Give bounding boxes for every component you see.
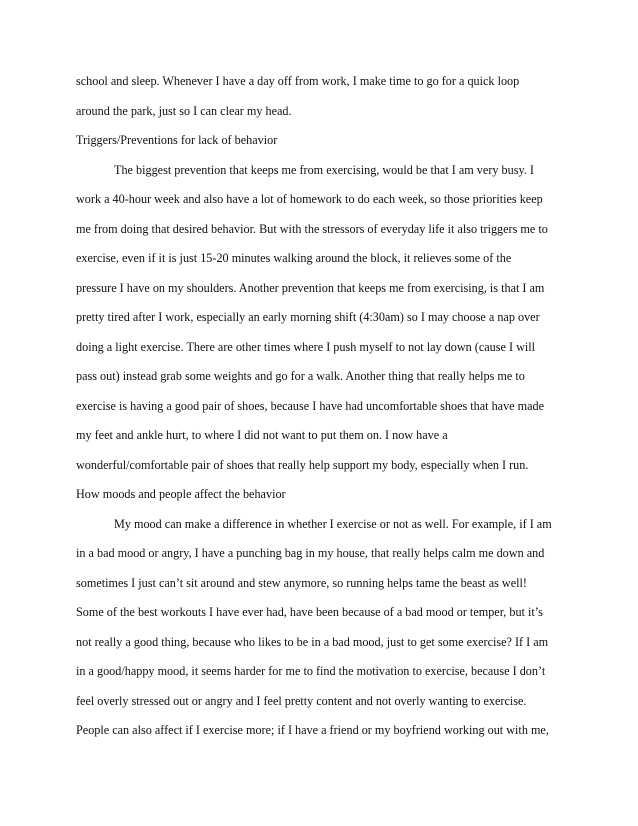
paragraph-first-line: The biggest prevention that keeps me from exercising, would be that I am very busy. I (114, 163, 534, 177)
paragraph-first-line: My mood can make a difference in whether I exercise or not as well. For example, if I am (114, 517, 552, 531)
body-line: People can also affect if I exercise more; if I have a friend or my boyfriend working out with me, (76, 723, 549, 737)
body-line: pass out) instead grab some weights and go for a walk. Another thing that really helps me to (76, 369, 525, 383)
body-line: doing a light exercise. There are other times where I push myself to not lay down (cause I will (76, 340, 536, 354)
body-line: wonderful/comfortable pair of shoes that really help support my body, especially when I run. (76, 458, 529, 472)
body-line: my feet and ankle hurt, to where I did not want to put them on. I now have a (76, 428, 448, 442)
body-line: pretty tired after I work, especially an early morning shift (4:30am) so I may choose a nap over (76, 310, 540, 324)
section-heading-triggers: Triggers/Preventions for lack of behavior (76, 133, 278, 147)
section-heading-moods: How moods and people affect the behavior (76, 487, 286, 501)
body-line: school and sleep. Whenever I have a day off from work, I make time to go for a quick loop (76, 74, 520, 88)
body-line: exercise, even if it is just 15-20 minutes walking around the block, it relieves some of the (76, 251, 512, 265)
body-line: in a good/happy mood, it seems harder for me to find the motivation to exercise, because I don’t (76, 664, 546, 678)
body-line: exercise is having a good pair of shoes, because I have had uncomfortable shoes that have made (76, 399, 545, 413)
body-line: in a bad mood or angry, I have a punching bag in my house, that really helps calm me down and (76, 546, 545, 560)
body-line: work a 40-hour week and also have a lot of homework to do each week, so those priorities keep (76, 192, 543, 206)
body-line: Some of the best workouts I have ever had, have been because of a bad mood or temper, but it’s (76, 605, 543, 619)
body-line: feel overly stressed out or angry and I feel pretty content and not overly wanting to exercise. (76, 694, 527, 708)
body-line: not really a good thing, because who likes to be in a bad mood, just to get some exercise? If I am (76, 635, 549, 649)
body-line: around the park, just so I can clear my head. (76, 104, 292, 118)
body-line: sometimes I just can’t sit around and stew anymore, so running helps tame the beast as well! (76, 576, 527, 590)
body-line: me from doing that desired behavior. But with the stressors of everyday life it also triggers me to (76, 222, 548, 236)
body-line: pressure I have on my shoulders. Another prevention that keeps me from exercising, is that I am (76, 281, 545, 295)
